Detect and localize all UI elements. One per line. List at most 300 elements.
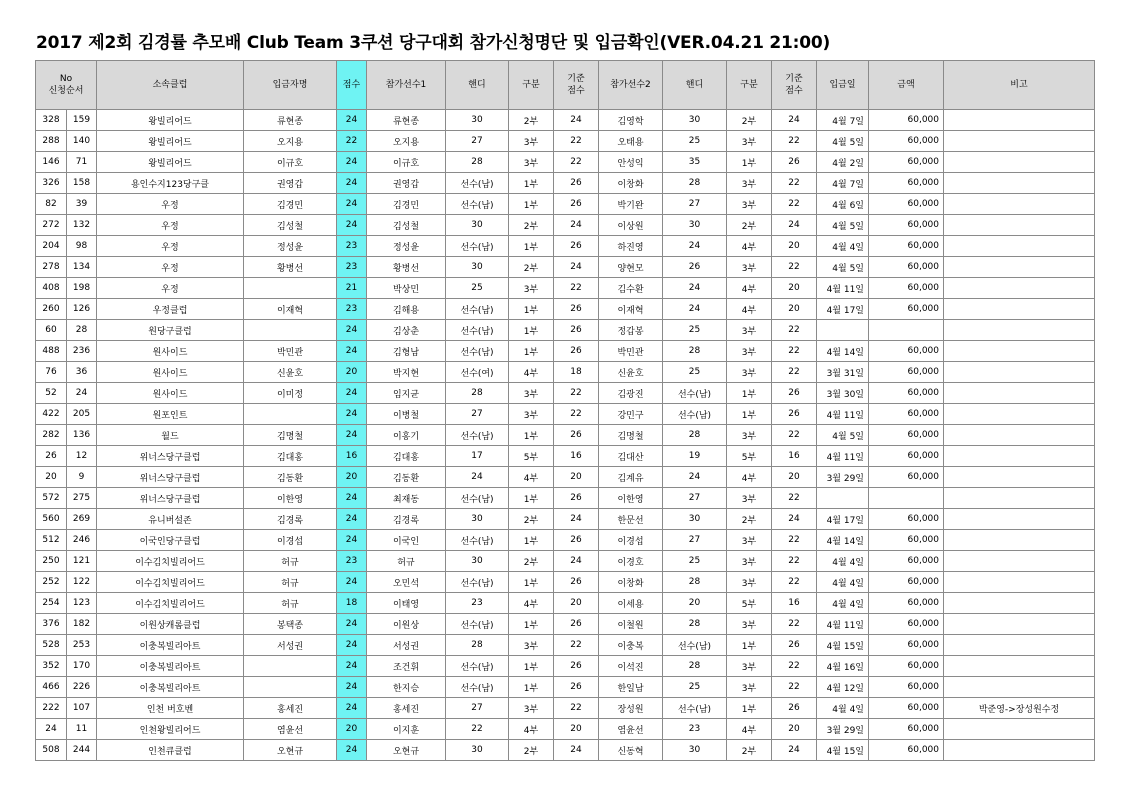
cell-handi2: 30 — [663, 740, 727, 761]
cell-div1: 2부 — [509, 110, 554, 131]
cell-player2: 안성익 — [599, 152, 663, 173]
cell-handi2: 23 — [663, 719, 727, 740]
cell-apply-order: 205 — [67, 404, 97, 425]
cell-div2: 5부 — [727, 593, 772, 614]
cell-handi1: 선수(남) — [446, 194, 509, 215]
table-row — [36, 404, 1095, 425]
cell-base2: 24 — [772, 110, 817, 131]
cell-apply-order: 246 — [67, 530, 97, 551]
cell-apply-order: 123 — [67, 593, 97, 614]
cell-no: 76 — [36, 362, 67, 383]
table-row — [36, 740, 1095, 761]
cell-player1: 김대홍 — [367, 446, 446, 467]
cell-handi2: 28 — [663, 656, 727, 677]
cell-handi2: 24 — [663, 299, 727, 320]
table-row — [36, 341, 1095, 362]
header-base1 — [554, 61, 599, 110]
cell-no: 254 — [36, 593, 67, 614]
cell-score: 20 — [337, 362, 367, 383]
cell-note — [944, 614, 1095, 635]
cell-amount: 60,000 — [869, 110, 944, 131]
cell-base2: 24 — [772, 509, 817, 530]
cell-player2: 박민관 — [599, 341, 663, 362]
cell-score: 24 — [337, 656, 367, 677]
cell-no: 82 — [36, 194, 67, 215]
table-row — [36, 278, 1095, 299]
cell-base1: 22 — [554, 404, 599, 425]
cell-handi1: 선수(여) — [446, 362, 509, 383]
cell-date: 4월 12일 — [817, 677, 869, 698]
cell-div2: 4부 — [727, 278, 772, 299]
cell-note — [944, 467, 1095, 488]
cell-note — [944, 194, 1095, 215]
table-row — [36, 383, 1095, 404]
cell-base1: 22 — [554, 278, 599, 299]
cell-handi1: 27 — [446, 698, 509, 719]
cell-handi2: 24 — [663, 467, 727, 488]
cell-player2: 이창화 — [599, 173, 663, 194]
cell-player1: 이병철 — [367, 404, 446, 425]
cell-div1: 2부 — [509, 509, 554, 530]
cell-handi1: 선수(남) — [446, 677, 509, 698]
cell-div1: 2부 — [509, 551, 554, 572]
cell-div1: 1부 — [509, 236, 554, 257]
cell-handi1: 선수(남) — [446, 656, 509, 677]
cell-note — [944, 719, 1095, 740]
cell-player2: 강민구 — [599, 404, 663, 425]
cell-note — [944, 131, 1095, 152]
cell-club: 우정 — [97, 236, 244, 257]
cell-player2: 염윤선 — [599, 719, 663, 740]
cell-no: 328 — [36, 110, 67, 131]
cell-handi2: 28 — [663, 173, 727, 194]
cell-amount: 60,000 — [869, 425, 944, 446]
header-no — [36, 61, 97, 110]
cell-handi2: 27 — [663, 488, 727, 509]
cell-div1: 1부 — [509, 488, 554, 509]
cell-base1: 26 — [554, 677, 599, 698]
cell-apply-order: 159 — [67, 110, 97, 131]
cell-date — [817, 488, 869, 509]
cell-div2: 5부 — [727, 446, 772, 467]
cell-score: 24 — [337, 740, 367, 761]
cell-base2: 16 — [772, 446, 817, 467]
cell-no: 252 — [36, 572, 67, 593]
header-apply-order-label: 신청순서 — [48, 86, 84, 96]
cell-base2: 20 — [772, 278, 817, 299]
cell-score: 24 — [337, 614, 367, 635]
cell-div2: 3부 — [727, 341, 772, 362]
cell-handi2: 30 — [663, 215, 727, 236]
header-player2: 참가선수2 — [599, 61, 663, 110]
cell-amount: 60,000 — [869, 236, 944, 257]
cell-apply-order: 269 — [67, 509, 97, 530]
cell-date: 4월 15일 — [817, 740, 869, 761]
cell-div1: 1부 — [509, 320, 554, 341]
cell-apply-order: 158 — [67, 173, 97, 194]
table-row — [36, 677, 1095, 698]
cell-base2: 26 — [772, 698, 817, 719]
cell-handi2: 26 — [663, 257, 727, 278]
cell-date: 4월 5일 — [817, 425, 869, 446]
table-row — [36, 698, 1095, 719]
cell-apply-order: 275 — [67, 488, 97, 509]
cell-score: 24 — [337, 110, 367, 131]
cell-player2: 박기완 — [599, 194, 663, 215]
cell-handi1: 30 — [446, 740, 509, 761]
cell-div1: 4부 — [509, 467, 554, 488]
cell-club: 인천왕빌리어드 — [97, 719, 244, 740]
cell-div1: 4부 — [509, 362, 554, 383]
cell-note — [944, 215, 1095, 236]
cell-player1: 임지균 — [367, 383, 446, 404]
cell-base1: 26 — [554, 656, 599, 677]
cell-amount: 60,000 — [869, 257, 944, 278]
cell-no: 488 — [36, 341, 67, 362]
cell-handi1: 28 — [446, 383, 509, 404]
header-amount: 금액 — [869, 61, 944, 110]
cell-date: 4월 5일 — [817, 257, 869, 278]
cell-base1: 24 — [554, 110, 599, 131]
cell-date: 4월 4일 — [817, 572, 869, 593]
cell-depositor: 이규호 — [244, 152, 337, 173]
table-row — [36, 635, 1095, 656]
cell-apply-order: 12 — [67, 446, 97, 467]
cell-handi1: 27 — [446, 131, 509, 152]
cell-div2: 2부 — [727, 215, 772, 236]
cell-note — [944, 236, 1095, 257]
cell-handi2: 25 — [663, 551, 727, 572]
cell-handi1: 선수(남) — [446, 299, 509, 320]
cell-player1: 황병선 — [367, 257, 446, 278]
cell-club: 원사이드 — [97, 362, 244, 383]
cell-club: 왕빌리어드 — [97, 131, 244, 152]
cell-handi2: 27 — [663, 530, 727, 551]
cell-base2: 22 — [772, 425, 817, 446]
cell-date: 4월 2일 — [817, 152, 869, 173]
cell-depositor: 오현규 — [244, 740, 337, 761]
cell-div1: 3부 — [509, 383, 554, 404]
cell-score: 23 — [337, 299, 367, 320]
table-row — [36, 299, 1095, 320]
cell-note — [944, 278, 1095, 299]
cell-handi1: 선수(남) — [446, 572, 509, 593]
cell-club: 인천 버호벤 — [97, 698, 244, 719]
cell-player2: 양현모 — [599, 257, 663, 278]
cell-score: 24 — [337, 635, 367, 656]
cell-base1: 24 — [554, 551, 599, 572]
cell-date: 4월 15일 — [817, 635, 869, 656]
header-note: 비고 — [944, 61, 1095, 110]
cell-handi2: 선수(남) — [663, 383, 727, 404]
header-base2-line2: 점수 — [785, 86, 803, 96]
cell-no: 26 — [36, 446, 67, 467]
cell-amount: 60,000 — [869, 404, 944, 425]
cell-handi2: 27 — [663, 194, 727, 215]
cell-note — [944, 257, 1095, 278]
cell-no: 60 — [36, 320, 67, 341]
cell-div2: 2부 — [727, 110, 772, 131]
cell-amount: 60,000 — [869, 698, 944, 719]
cell-club: 우정 — [97, 278, 244, 299]
cell-player2: 한일남 — [599, 677, 663, 698]
cell-amount — [869, 488, 944, 509]
cell-base1: 26 — [554, 236, 599, 257]
cell-note: 박준영->장성원수정 — [944, 698, 1095, 719]
cell-player1: 오현규 — [367, 740, 446, 761]
cell-base2: 22 — [772, 530, 817, 551]
cell-apply-order: 39 — [67, 194, 97, 215]
cell-div1: 3부 — [509, 404, 554, 425]
table-row — [36, 446, 1095, 467]
cell-div1: 1부 — [509, 173, 554, 194]
cell-div1: 3부 — [509, 152, 554, 173]
cell-note — [944, 530, 1095, 551]
cell-no: 352 — [36, 656, 67, 677]
cell-handi2: 선수(남) — [663, 698, 727, 719]
table-row — [36, 467, 1095, 488]
cell-base2: 22 — [772, 362, 817, 383]
cell-no: 466 — [36, 677, 67, 698]
cell-div2: 3부 — [727, 488, 772, 509]
cell-player1: 허규 — [367, 551, 446, 572]
cell-apply-order: 198 — [67, 278, 97, 299]
cell-depositor: 김경록 — [244, 509, 337, 530]
cell-date: 4월 4일 — [817, 593, 869, 614]
table-row — [36, 530, 1095, 551]
cell-base1: 26 — [554, 341, 599, 362]
cell-div1: 2부 — [509, 740, 554, 761]
cell-base1: 18 — [554, 362, 599, 383]
cell-depositor: 봉택종 — [244, 614, 337, 635]
cell-no: 282 — [36, 425, 67, 446]
cell-handi2: 28 — [663, 341, 727, 362]
cell-player2: 오태용 — [599, 131, 663, 152]
cell-handi2: 30 — [663, 509, 727, 530]
cell-no: 222 — [36, 698, 67, 719]
cell-handi1: 28 — [446, 152, 509, 173]
cell-handi2: 24 — [663, 278, 727, 299]
table-row — [36, 425, 1095, 446]
cell-player1: 김동환 — [367, 467, 446, 488]
cell-amount: 60,000 — [869, 383, 944, 404]
cell-handi1: 선수(남) — [446, 173, 509, 194]
cell-apply-order: 126 — [67, 299, 97, 320]
cell-club: 월드 — [97, 425, 244, 446]
cell-player1: 오지용 — [367, 131, 446, 152]
cell-handi2: 25 — [663, 677, 727, 698]
cell-apply-order: 182 — [67, 614, 97, 635]
cell-player2: 하진영 — [599, 236, 663, 257]
cell-depositor: 이한영 — [244, 488, 337, 509]
table-row — [36, 257, 1095, 278]
cell-club: 유니버설존 — [97, 509, 244, 530]
table-row — [36, 656, 1095, 677]
cell-depositor: 허규 — [244, 572, 337, 593]
table-row — [36, 551, 1095, 572]
cell-player2: 김대산 — [599, 446, 663, 467]
cell-depositor — [244, 656, 337, 677]
cell-player1: 박상민 — [367, 278, 446, 299]
cell-depositor: 김경민 — [244, 194, 337, 215]
cell-club: 용인수지123당구클 — [97, 173, 244, 194]
cell-date: 4월 5일 — [817, 131, 869, 152]
cell-depositor: 황병선 — [244, 257, 337, 278]
cell-div1: 3부 — [509, 278, 554, 299]
cell-depositor: 오지용 — [244, 131, 337, 152]
cell-player1: 이태영 — [367, 593, 446, 614]
cell-date: 4월 4일 — [817, 698, 869, 719]
cell-player1: 홍세진 — [367, 698, 446, 719]
cell-amount: 60,000 — [869, 572, 944, 593]
cell-handi1: 30 — [446, 215, 509, 236]
cell-note — [944, 425, 1095, 446]
cell-note — [944, 383, 1095, 404]
cell-score: 21 — [337, 278, 367, 299]
cell-handi1: 28 — [446, 635, 509, 656]
cell-div2: 4부 — [727, 467, 772, 488]
table-row — [36, 320, 1095, 341]
cell-club: 이수김치빌리어드 — [97, 551, 244, 572]
cell-club: 우정클럽 — [97, 299, 244, 320]
cell-no: 52 — [36, 383, 67, 404]
cell-player1: 김해용 — [367, 299, 446, 320]
cell-score: 24 — [337, 488, 367, 509]
header-club: 소속클럽 — [97, 61, 244, 110]
cell-div1: 3부 — [509, 131, 554, 152]
cell-apply-order: 253 — [67, 635, 97, 656]
cell-div1: 1부 — [509, 572, 554, 593]
cell-player2: 정갑봉 — [599, 320, 663, 341]
cell-club: 이충복빌리아트 — [97, 656, 244, 677]
cell-amount: 60,000 — [869, 551, 944, 572]
cell-score: 24 — [337, 425, 367, 446]
cell-club: 이수김치빌리어드 — [97, 593, 244, 614]
cell-handi1: 17 — [446, 446, 509, 467]
header-player1: 참가선수1 — [367, 61, 446, 110]
cell-div2: 3부 — [727, 320, 772, 341]
cell-base2: 22 — [772, 194, 817, 215]
header-base1-line2: 점수 — [567, 86, 585, 96]
cell-player1: 오민석 — [367, 572, 446, 593]
cell-club: 왕빌리어드 — [97, 152, 244, 173]
cell-date: 4월 14일 — [817, 341, 869, 362]
header-depositor: 입금자명 — [244, 61, 337, 110]
cell-handi2: 30 — [663, 110, 727, 131]
cell-handi2: 28 — [663, 572, 727, 593]
cell-no: 146 — [36, 152, 67, 173]
cell-score: 24 — [337, 677, 367, 698]
cell-note — [944, 488, 1095, 509]
cell-player1: 이지훈 — [367, 719, 446, 740]
cell-date: 4월 5일 — [817, 215, 869, 236]
cell-player2: 김수환 — [599, 278, 663, 299]
cell-base2: 26 — [772, 152, 817, 173]
cell-div2: 3부 — [727, 551, 772, 572]
cell-div2: 4부 — [727, 236, 772, 257]
cell-score: 24 — [337, 152, 367, 173]
table-row — [36, 488, 1095, 509]
cell-apply-order: 36 — [67, 362, 97, 383]
cell-handi2: 25 — [663, 131, 727, 152]
cell-player1: 정성윤 — [367, 236, 446, 257]
cell-note — [944, 404, 1095, 425]
cell-date: 4월 11일 — [817, 446, 869, 467]
cell-depositor: 정성윤 — [244, 236, 337, 257]
table-row — [36, 131, 1095, 152]
cell-note — [944, 677, 1095, 698]
cell-base2: 22 — [772, 173, 817, 194]
cell-player2: 이창화 — [599, 572, 663, 593]
cell-amount: 60,000 — [869, 173, 944, 194]
cell-depositor: 박민관 — [244, 341, 337, 362]
cell-score: 24 — [337, 215, 367, 236]
cell-div2: 3부 — [727, 194, 772, 215]
cell-depositor: 허규 — [244, 551, 337, 572]
cell-base1: 22 — [554, 131, 599, 152]
cell-depositor: 염윤선 — [244, 719, 337, 740]
cell-amount: 60,000 — [869, 509, 944, 530]
cell-note — [944, 446, 1095, 467]
cell-base1: 24 — [554, 215, 599, 236]
cell-club: 이국인당구클럽 — [97, 530, 244, 551]
cell-score: 24 — [337, 404, 367, 425]
cell-amount: 60,000 — [869, 362, 944, 383]
cell-date: 4월 11일 — [817, 614, 869, 635]
cell-player2: 이철원 — [599, 614, 663, 635]
cell-amount: 60,000 — [869, 278, 944, 299]
cell-player1: 권영갑 — [367, 173, 446, 194]
cell-handi1: 선수(남) — [446, 320, 509, 341]
cell-player1: 김경록 — [367, 509, 446, 530]
cell-player2: 김광진 — [599, 383, 663, 404]
cell-player1: 이홍기 — [367, 425, 446, 446]
cell-depositor — [244, 278, 337, 299]
cell-player1: 서성권 — [367, 635, 446, 656]
cell-base2: 22 — [772, 614, 817, 635]
cell-amount — [869, 320, 944, 341]
cell-div2: 2부 — [727, 740, 772, 761]
cell-base1: 20 — [554, 719, 599, 740]
cell-player2: 김계유 — [599, 467, 663, 488]
cell-apply-order: 107 — [67, 698, 97, 719]
cell-base2: 22 — [772, 677, 817, 698]
cell-div1: 2부 — [509, 257, 554, 278]
cell-amount: 60,000 — [869, 740, 944, 761]
cell-no: 288 — [36, 131, 67, 152]
cell-date: 4월 17일 — [817, 509, 869, 530]
cell-div1: 3부 — [509, 698, 554, 719]
cell-div2: 3부 — [727, 173, 772, 194]
cell-player2: 이상원 — [599, 215, 663, 236]
table-row — [36, 110, 1095, 131]
cell-apply-order: 236 — [67, 341, 97, 362]
cell-amount: 60,000 — [869, 446, 944, 467]
cell-apply-order: 28 — [67, 320, 97, 341]
cell-apply-order: 9 — [67, 467, 97, 488]
cell-date — [817, 320, 869, 341]
cell-no: 422 — [36, 404, 67, 425]
cell-amount: 60,000 — [869, 341, 944, 362]
table-row — [36, 719, 1095, 740]
cell-div2: 3부 — [727, 425, 772, 446]
cell-player2: 이재혁 — [599, 299, 663, 320]
cell-player1: 이규호 — [367, 152, 446, 173]
header-div1: 구분 — [509, 61, 554, 110]
header-score: 점수 — [337, 61, 367, 110]
cell-div2: 3부 — [727, 656, 772, 677]
cell-player2: 김명철 — [599, 425, 663, 446]
